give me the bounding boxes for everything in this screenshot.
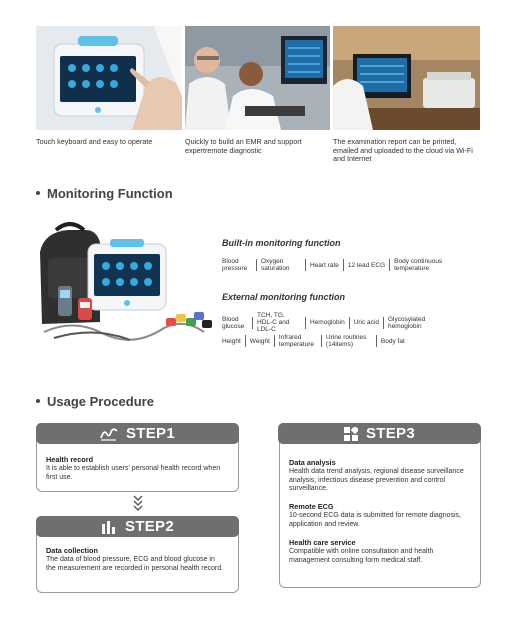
metric-item: Body continuous temperature	[394, 258, 443, 272]
metric-item: Weight	[249, 337, 270, 345]
chart-icon	[101, 520, 117, 534]
usage-heading: Usage Procedure	[36, 394, 154, 409]
metric-item: Oxygen saturation	[261, 258, 290, 272]
down-arrows-icon	[133, 494, 143, 517]
step3-section-text: Health data trend analysis, regional disease surveillance analysis, infectious disease prevention and control surveillance.	[289, 468, 464, 492]
metric-item: Uric acid	[353, 319, 379, 326]
metric-item: TCH, TG, HDL-C and LDL-C	[257, 312, 290, 333]
step3-section-title: Remote ECG	[289, 502, 334, 511]
external-monitoring-title: External monitoring function	[222, 292, 345, 302]
step3-section-text: 10-second ECG data is submitted for remote diagnosis, application and review.	[289, 512, 461, 528]
step3-section-title: Data analysis	[289, 458, 336, 467]
step2-text: The data of blood pressure, ECG and blood glucose in the measurement are recorded in personal health record.	[46, 556, 224, 572]
step2-label: STEP2	[124, 518, 175, 535]
step3-header	[278, 423, 481, 444]
step2-title: Data collection	[46, 546, 98, 555]
metric-item: Height	[222, 337, 241, 345]
builtin-metrics-row	[222, 258, 460, 272]
metric-item: Blood pressure	[222, 258, 248, 272]
bullet-dot	[36, 399, 40, 403]
step3-label: STEP3	[365, 425, 416, 442]
step1-header	[36, 423, 239, 444]
step1-title: Health record	[46, 455, 94, 464]
step3-section-text: Compatible with online consultation and health management consulting form medical staff.	[289, 548, 434, 564]
metric-item: Urine routines (14items)	[325, 334, 367, 348]
photo-caption: Quickly to build an EMR and support expertremote diagnostic	[185, 137, 302, 155]
monitoring-heading: Monitoring Function	[36, 186, 173, 201]
photo-doctors	[185, 26, 330, 130]
photo-caption: Touch keyboard and easy to operate	[36, 137, 153, 146]
step2-header	[36, 516, 239, 537]
signature-icon	[100, 427, 118, 441]
metric-item: 12 lead ECG	[347, 261, 386, 269]
photo-caption: The examination report can be printed, emailed and uploaded to the cloud via Wi-Fi and Internet	[333, 137, 473, 164]
builtin-monitoring-title: Built-in monitoring function	[222, 238, 341, 248]
bullet-dot	[36, 191, 40, 195]
step1-text: It is able to establish users' personal health record when first use.	[46, 465, 221, 481]
metric-item: Infrared temperature	[278, 334, 314, 348]
metric-item: Heart rate	[310, 261, 339, 269]
metric-item: Blood glucose	[222, 315, 245, 330]
step1-label: STEP1	[125, 425, 176, 442]
metric-item: Glycosylated hemoglobin	[387, 315, 426, 330]
grid-icon	[344, 427, 358, 441]
external-metrics-row-1	[222, 312, 444, 333]
metric-item: Hemoglobin	[310, 319, 345, 326]
step3-section-title: Health care service	[289, 538, 356, 547]
photo-printer-office	[333, 26, 480, 130]
metric-item: Body fat	[380, 337, 405, 345]
external-metrics-row-2	[222, 334, 409, 348]
photo-touch-device	[36, 26, 182, 130]
device-kit-image	[34, 222, 220, 346]
